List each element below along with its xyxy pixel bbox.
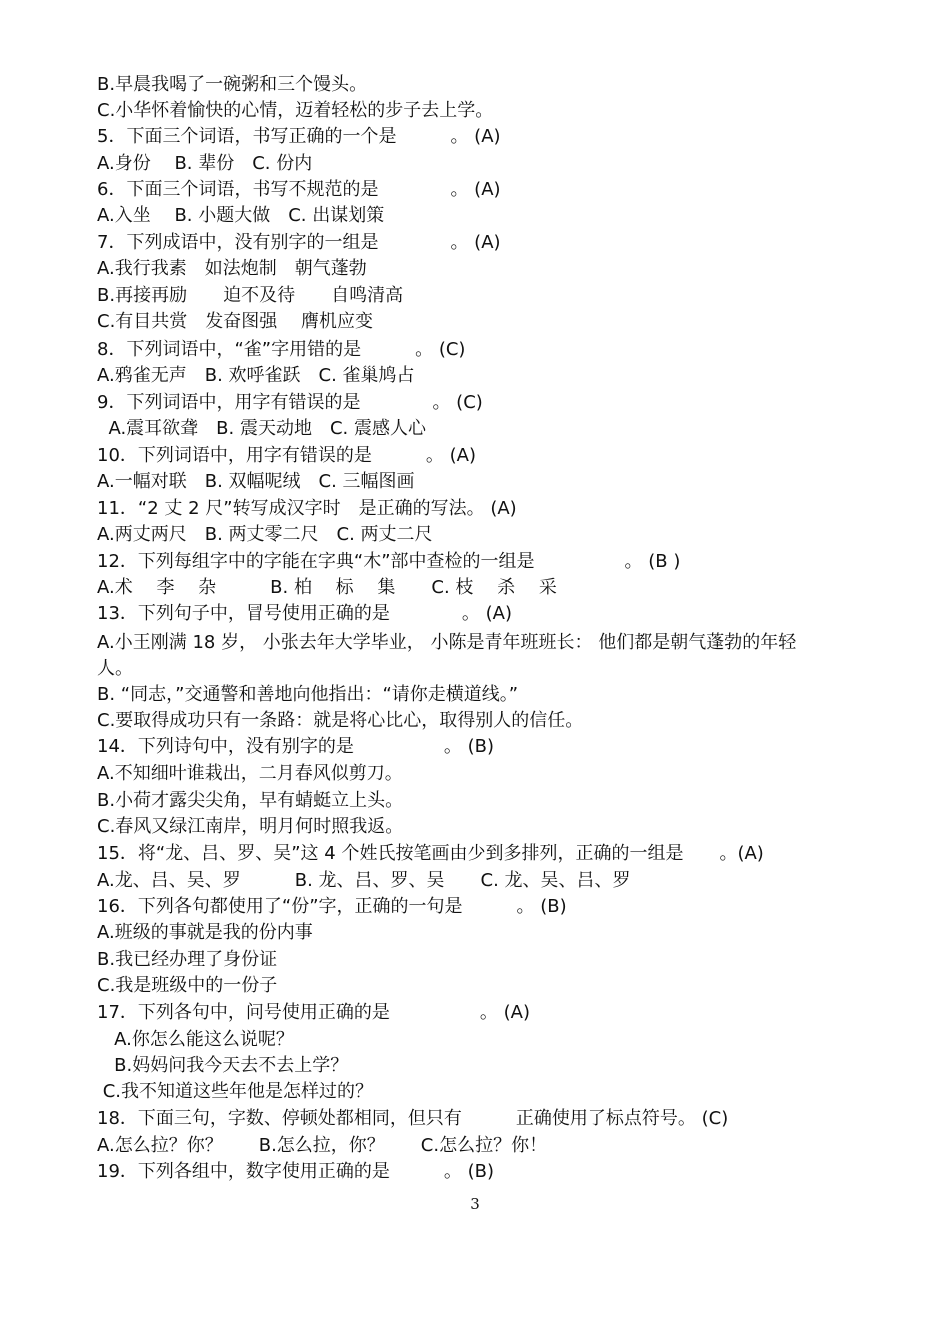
option-line: B. “同志，”交通警和善地向他指出：“请你走横道线。” xyxy=(97,684,519,705)
option-line: A.我行我素 如法炮制 朝气蓬勃 xyxy=(97,258,367,279)
question-line: 12．下列每组字中的字能在字典“木”部中查检的一组是 。 (B ) xyxy=(97,551,681,572)
question-line: 14．下列诗句中，没有别字的是 。 (B) xyxy=(97,736,495,757)
option-line: B.我已经办理了身份证 xyxy=(97,949,278,970)
option-line: C.春风又绿江南岸，明月何时照我返。 xyxy=(97,816,404,837)
option-line: A.怎么拉？你？ B.怎么拉，你？ C.怎么拉？你！ xyxy=(97,1135,548,1156)
question-line: 8．下列词语中，“雀”字用错的是 。 (C) xyxy=(97,339,466,360)
option-line: C.我不知道这些年他是怎样过的？ xyxy=(97,1081,374,1102)
question-line: 9．下列词语中，用字有错误的是 。 (C) xyxy=(97,392,483,413)
option-line: A.小王刚满 18 岁， 小张去年大学毕业， 小陈是青年班班长： 他们都是朝气蓬勃的年轻 xyxy=(97,632,797,653)
option-line: C.我是班级中的一份子 xyxy=(97,975,278,996)
option-line: C.小华怀着愉快的心情，迈着轻松的步子去上学。 xyxy=(97,100,494,121)
question-line: 6．下面三个词语，书写不规范的是 。 (A) xyxy=(97,179,501,200)
option-line: A.一幅对联 B. 双幅呢绒 C. 三幅图画 xyxy=(97,471,415,492)
option-line: A.身份 B. 辈份 C. 份内 xyxy=(97,153,313,174)
option-line: A.班级的事就是我的份内事 xyxy=(97,922,313,943)
option-line: A.鸦雀无声 B. 欢呼雀跃 C. 雀巢鸠占 xyxy=(97,365,415,386)
option-line: A.两丈两尺 B. 两丈零二尺 C. 两丈二尺 xyxy=(97,524,433,545)
question-line: 18．下面三句，字数、停顿处都相同，但只有 正确使用了标点符号。 (C) xyxy=(97,1108,729,1129)
option-line: A.你怎么能这么说呢？ xyxy=(97,1029,294,1050)
question-line: 5．下面三个词语，书写正确的一个是 。 (A) xyxy=(97,126,501,147)
option-line: C.要取得成功只有一条路：就是将心比心，取得别人的信任。 xyxy=(97,710,584,731)
option-line: B.小荷才露尖尖角，早有蜻蜓立上头。 xyxy=(97,790,404,811)
option-line: A.入坐 B. 小题大做 C. 出谋划策 xyxy=(97,205,385,226)
question-line: 19．下列各组中，数字使用正确的是 。 (B) xyxy=(97,1161,495,1182)
question-line: 15．将“龙、吕、罗、吴”这 4 个姓氏按笔画由少到多排列，正确的一组是 。(A) xyxy=(97,843,764,864)
option-line: C.有目共赏 发奋图强 膺机应变 xyxy=(97,311,374,332)
option-line: 人。 xyxy=(97,658,133,679)
question-line: 11．“2 丈 2 尺”转写成汉字时 是正确的写法。 (A) xyxy=(97,498,517,519)
option-line: B.妈妈问我今天去不去上学？ xyxy=(97,1055,349,1076)
page-number: 3 xyxy=(470,1195,480,1213)
question-line: 10．下列词语中，用字有错误的是 。 (A) xyxy=(97,445,476,466)
question-line: 16．下列各句都使用了“份”字，正确的一句是 。 (B) xyxy=(97,896,567,917)
option-line: B.早晨我喝了一碗粥和三个馒头。 xyxy=(97,74,368,95)
option-line: B.再接再励 迫不及待 自鸣清高 xyxy=(97,285,404,306)
question-line: 13．下列句子中，冒号使用正确的是 。 (A) xyxy=(97,603,512,624)
option-line: A.术 李 杂 B. 柏 标 集 C. 枝 杀 采 xyxy=(97,577,557,598)
option-line: A.震耳欲聋 B. 震天动地 C. 震感人心 xyxy=(97,418,426,439)
option-line: A.不知细叶谁栽出，二月春风似剪刀。 xyxy=(97,763,403,784)
question-line: 17．下列各句中，问号使用正确的是 。 (A) xyxy=(97,1002,530,1023)
option-line: A.龙、吕、吴、罗 B. 龙、吕、罗、吴 C. 龙、吴、吕、罗 xyxy=(97,870,631,891)
question-line: 7．下列成语中，没有别字的一组是 。 (A) xyxy=(97,232,501,253)
